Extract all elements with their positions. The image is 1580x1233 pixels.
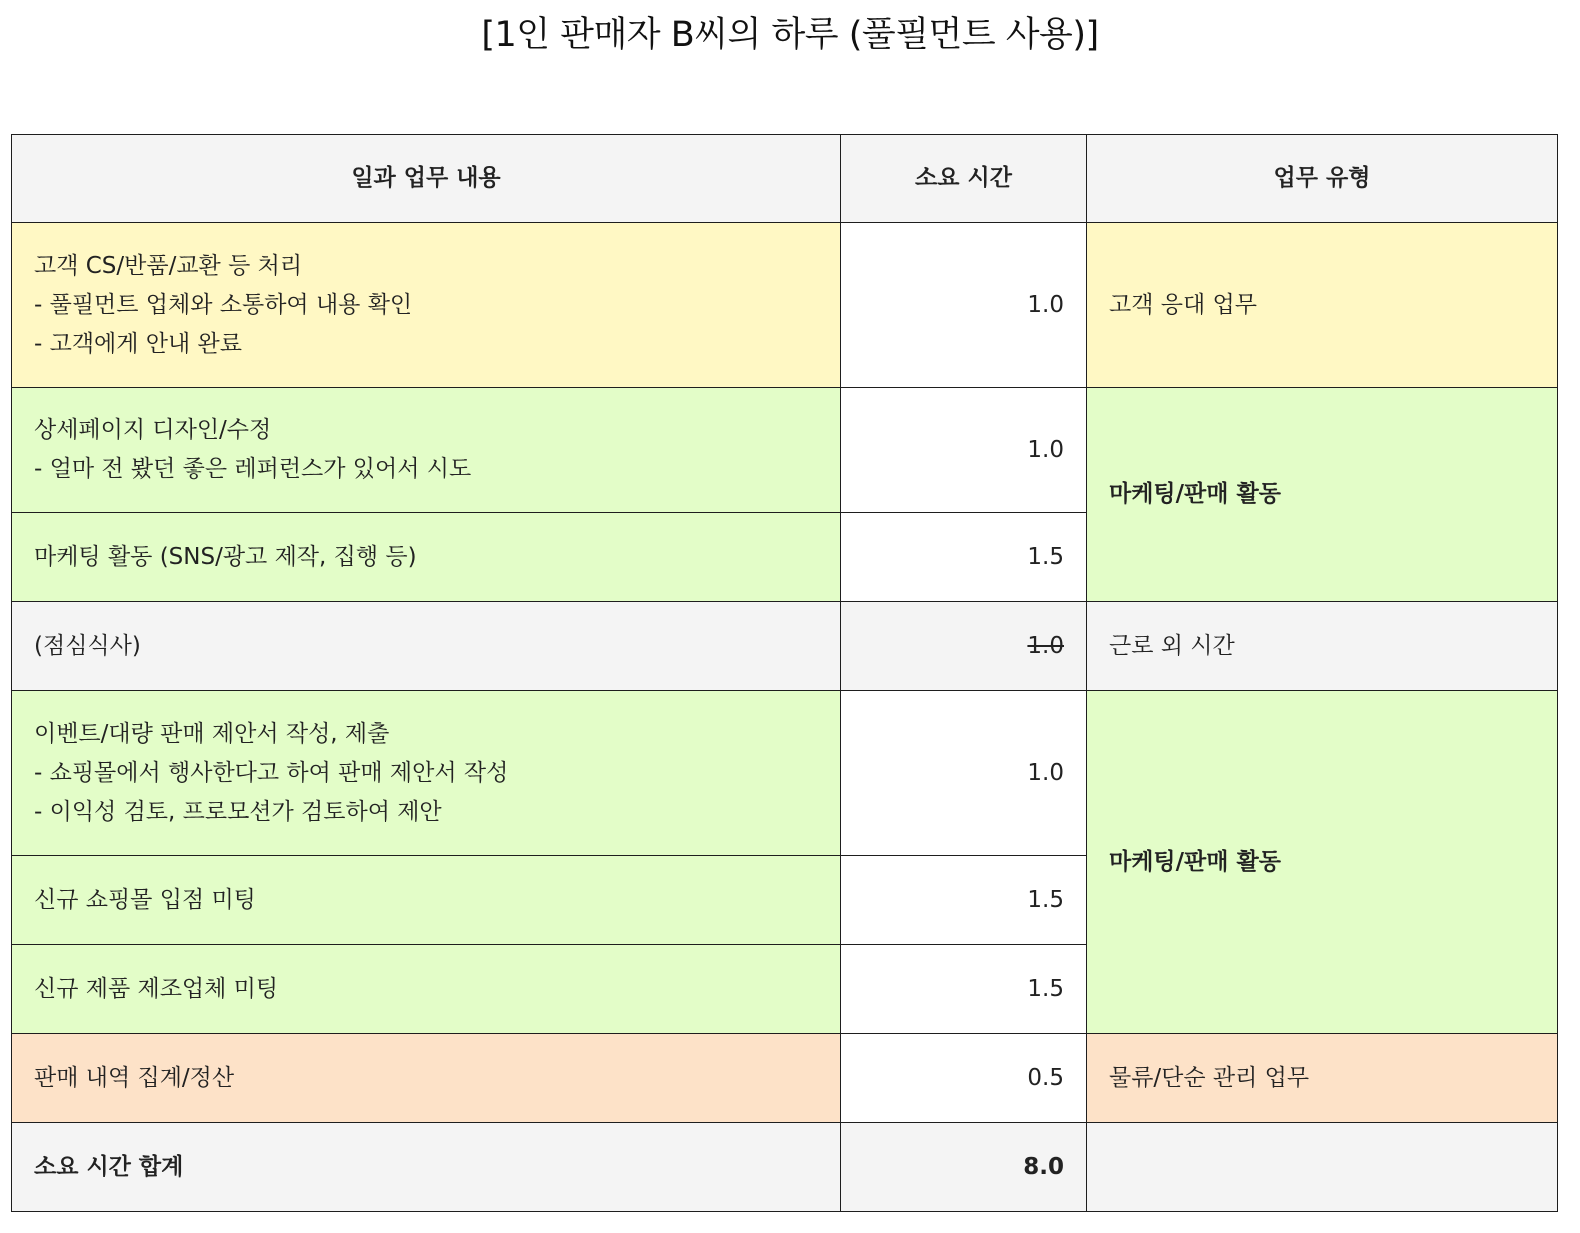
task-cell xyxy=(12,1034,841,1123)
table-row xyxy=(12,602,1558,691)
task-line: (점심식사) xyxy=(34,632,141,659)
time-cell: 1.0 xyxy=(841,388,1087,513)
task-line: 이벤트/대량 판매 제안서 작성, 제출 xyxy=(34,720,390,747)
time-cell: 1.5 xyxy=(841,945,1087,1034)
total-empty-cell xyxy=(1087,1123,1558,1212)
header-task: 일과 업무 내용 xyxy=(12,135,841,223)
task-cell xyxy=(12,602,841,691)
task-cell xyxy=(12,388,841,513)
time-cell: 1.0 xyxy=(841,691,1087,856)
header-time: 소요 시간 xyxy=(841,135,1087,223)
time-cell: 1.5 xyxy=(841,513,1087,602)
total-label: 소요 시간 합계 xyxy=(12,1123,841,1212)
task-cell xyxy=(12,691,841,856)
table-header-row xyxy=(12,135,1558,223)
task-line: 마케팅 활동 (SNS/광고 제작, 집행 등) xyxy=(34,543,417,570)
table-row xyxy=(12,388,1558,513)
table-row xyxy=(12,223,1558,388)
time-cell: 1.0 xyxy=(841,223,1087,388)
task-line: 고객 CS/반품/교환 등 처리 xyxy=(34,252,303,279)
task-cell xyxy=(12,513,841,602)
task-line: - 풀필먼트 업체와 소통하여 내용 확인 xyxy=(34,291,413,318)
task-cell xyxy=(12,223,841,388)
total-value: 8.0 xyxy=(841,1123,1087,1212)
task-line: - 쇼핑몰에서 행사한다고 하여 판매 제안서 작성 xyxy=(34,759,509,786)
type-cell: 근로 외 시간 xyxy=(1087,602,1558,691)
table-row xyxy=(12,691,1558,856)
total-row xyxy=(12,1123,1558,1212)
task-cell xyxy=(12,856,841,945)
type-cell: 고객 응대 업무 xyxy=(1087,223,1558,388)
time-cell: 1.5 xyxy=(841,856,1087,945)
header-type: 업무 유형 xyxy=(1087,135,1558,223)
daily-task-table xyxy=(11,134,1558,1212)
task-line: 신규 제품 제조업체 미팅 xyxy=(34,975,279,1002)
task-line: - 이익성 검토, 프로모션가 검토하여 제안 xyxy=(34,798,442,825)
time-cell: 0.5 xyxy=(841,1034,1087,1123)
task-line: 상세페이지 디자인/수정 xyxy=(34,417,272,443)
task-line: 판매 내역 집계/정산 xyxy=(34,1064,235,1091)
task-line: - 고객에게 안내 완료 xyxy=(34,330,242,357)
type-cell: 마케팅/판매 활동 xyxy=(1087,388,1558,602)
table-row xyxy=(12,1034,1558,1123)
task-line: - 얼마 전 봤던 좋은 레퍼런스가 있어서 시도 xyxy=(34,456,472,482)
time-cell xyxy=(841,602,1087,691)
task-cell xyxy=(12,945,841,1034)
type-cell: 물류/단순 관리 업무 xyxy=(1087,1034,1558,1123)
page-title: [1인 판매자 B씨의 하루 (풀필먼트 사용)] xyxy=(481,15,1099,55)
struck-time: 1.0 xyxy=(1027,632,1064,659)
task-line: 신규 쇼핑몰 입점 미팅 xyxy=(34,886,256,913)
type-cell: 마케팅/판매 활동 xyxy=(1087,691,1558,1034)
